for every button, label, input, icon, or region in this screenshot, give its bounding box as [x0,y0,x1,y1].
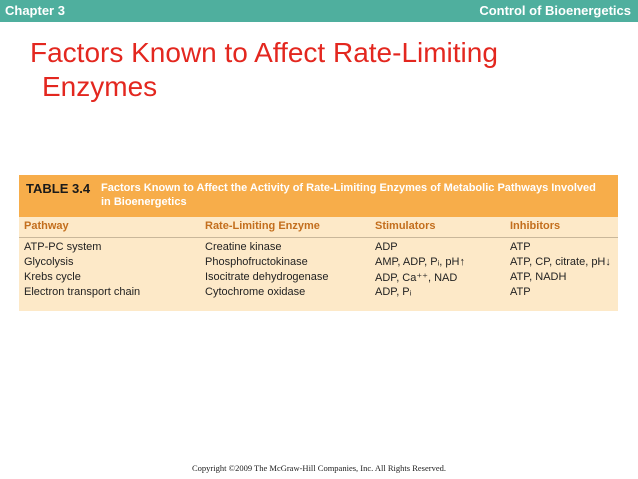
cell-stimulators: ADP, Ca⁺⁺, NAD [375,272,458,284]
cell-enzyme: Isocitrate dehydrogenase [205,271,329,283]
table-header-row [19,220,618,236]
table-row [19,286,618,301]
chapter-label: Chapter 3 [5,3,65,18]
table-row [19,241,618,256]
title-line-1: Factors Known to Affect Rate-Limiting [30,37,498,68]
cell-stimulators: AMP, ADP, Pᵢ, pH↑ [375,256,465,268]
table-caption: Factors Known to Affect the Activity of Rate-Limiting Enzymes of Metabolic Pathways Involved in Bioenergetics [101,182,596,208]
cell-enzyme: Creatine kinase [205,241,282,253]
cell-inhibitors: ATP [510,286,531,298]
col-header-pathway: Pathway [24,220,69,232]
cell-enzyme: Phosphofructokinase [205,256,308,268]
cell-inhibitors: ATP, CP, citrate, pH↓ [510,256,611,268]
title-line-2: Enzymes [42,71,158,102]
table-row [19,271,618,286]
col-header-enzyme: Rate-Limiting Enzyme [205,220,320,232]
cell-inhibitors: ATP [510,241,531,253]
data-table [19,175,618,311]
col-header-inhibitors: Inhibitors [510,220,561,232]
table-body [19,241,618,301]
copyright-notice: Copyright ©2009 The McGraw-Hill Companies, Inc. All Rights Reserved. [192,463,446,473]
slide-title [30,36,620,104]
header-divider [19,237,618,238]
cell-inhibitors: ATP, NADH [510,271,567,283]
cell-pathway: Glycolysis [24,256,74,268]
header-bar [0,0,638,22]
table-row [19,256,618,271]
cell-stimulators: ADP [375,241,398,253]
cell-stimulators: ADP, Pᵢ [375,286,412,298]
table-number: TABLE 3.4 [26,181,91,196]
section-label: Control of Bioenergetics [479,3,631,18]
cell-pathway: Krebs cycle [24,271,81,283]
col-header-stimulators: Stimulators [375,220,436,232]
table-caption-bar [19,175,618,217]
cell-pathway: Electron transport chain [24,286,141,298]
cell-pathway: ATP-PC system [24,241,102,253]
cell-enzyme: Cytochrome oxidase [205,286,306,298]
